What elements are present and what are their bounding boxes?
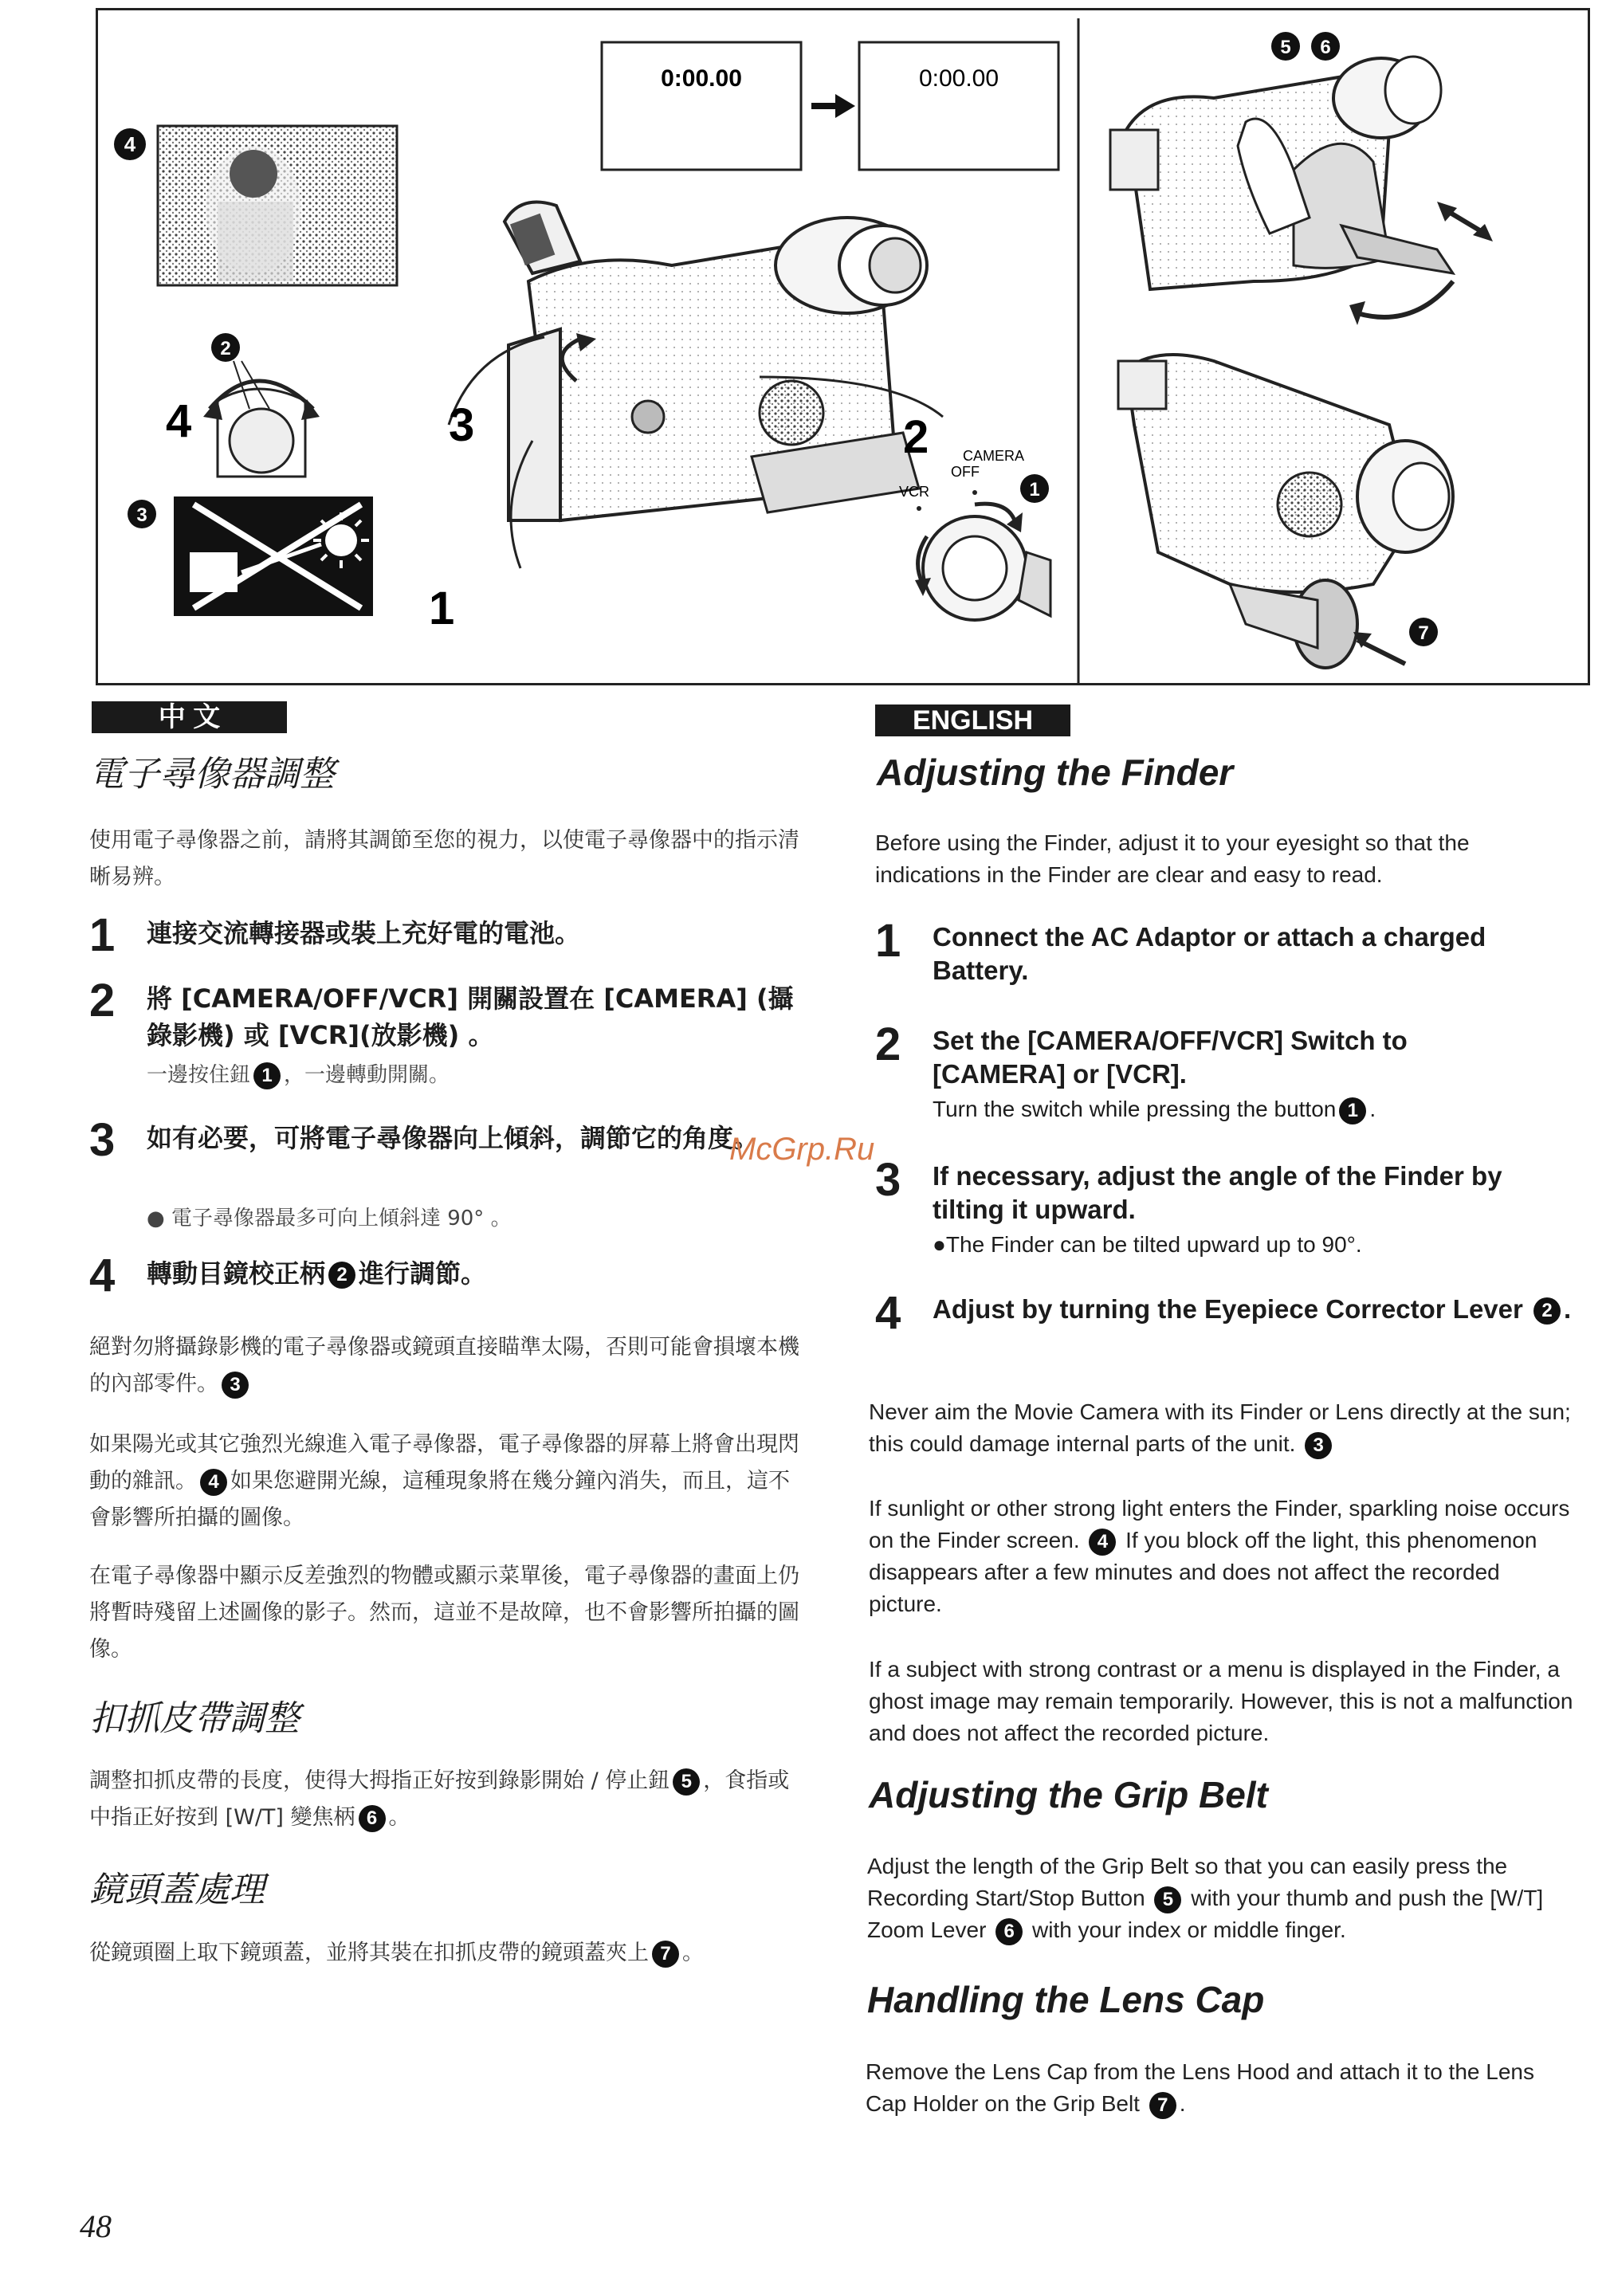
zh-step-2-note-b: ，一邊轉動開關。 xyxy=(284,1063,450,1087)
en-grip-title: Adjusting the Grip Belt xyxy=(869,1774,1268,1815)
zh-step-4-title-b: 進行調節。 xyxy=(359,1258,487,1289)
en-sparkle-note xyxy=(869,1493,1578,1620)
camera-off-vcr-switch xyxy=(899,448,1050,620)
callout-4-text: 4 xyxy=(124,132,136,156)
callout-4-icon: 4 xyxy=(1089,1529,1116,1556)
callout-6-icon: 6 xyxy=(995,1918,1023,1945)
lens-cap-drawing xyxy=(1118,355,1453,668)
en-grip-text-a: Adjust the length of the Grip Belt so that you can easily press the Recording Start/Stop Button xyxy=(867,1854,1508,1910)
callout-2-text: 2 xyxy=(220,338,231,359)
en-grip-text-b: with your thumb and push the [W/T] Zoom Lever xyxy=(867,1886,1544,1942)
zh-step-2-note-a: 一邊按住鈕 xyxy=(147,1063,251,1087)
en-finder-title: Adjusting the Finder xyxy=(877,752,1234,793)
zh-grip-text-a: 調整扣抓皮帶的長度，使得大拇指正好按到錄影開始 / 停止鈕 xyxy=(89,1768,670,1793)
zh-step-2-num: 2 xyxy=(89,975,116,1026)
zh-step-3-title: 如有必要，可將電子尋像器向上傾斜，調節它的角度。 xyxy=(147,1123,760,1153)
callout-1-icon: 1 xyxy=(1339,1097,1366,1124)
zh-sun-warning-text: 絕對勿將攝錄影機的電子尋像器或鏡頭直接瞄準太陽，否則可能會損壞本機的內部零件。 xyxy=(89,1335,799,1396)
zh-ghost-note: 在電子尋像器中顯示反差強烈的物體或顯示菜單後，電子尋像器的畫面上仍將暫時殘留上述圖像的影子。然而，這並不是故障，也不會影響所拍攝的圖像。 xyxy=(89,1564,799,1662)
zh-cap-text-a: 從鏡頭圈上取下鏡頭蓋，並將其裝在扣抓皮帶的鏡頭蓋夾上 xyxy=(89,1941,649,1965)
callout-4-icon: 4 xyxy=(200,1469,227,1496)
eyepiece-lever-diagram xyxy=(166,333,320,477)
en-cap-text-end: . xyxy=(1179,2091,1186,2116)
illustration-frame xyxy=(96,8,1590,685)
en-step-3-note: ●The Finder can be tilted upward up to 90°. xyxy=(933,1232,1362,1257)
callout-2-icon: 2 xyxy=(328,1262,355,1289)
en-step-4-title-b: . xyxy=(1564,1294,1572,1324)
zh-step-4-title-a: 轉動目鏡校正柄 xyxy=(147,1258,326,1289)
switch-camera-label: CAMERA xyxy=(963,448,1025,464)
switch-vcr-label: VCR xyxy=(899,484,930,500)
switch-off-label: OFF xyxy=(951,464,980,480)
grip-belt-drawing xyxy=(1110,32,1493,325)
step-1-label: 1 xyxy=(429,583,455,634)
en-step-2-title: Set the [CAMERA/OFF/VCR] Switch to [CAMERA] or [VCR]. xyxy=(933,1026,1408,1089)
zh-sun-warning xyxy=(89,1329,807,1403)
step-3-label: 3 xyxy=(449,399,475,451)
zh-step-4-title xyxy=(147,1255,816,1292)
finder-noise-screen xyxy=(158,126,397,285)
display-time-after: 0:00.00 xyxy=(918,65,999,92)
en-sun-warning xyxy=(869,1396,1578,1460)
callout-3-text: 3 xyxy=(136,504,147,526)
callout-6-icon: 6 xyxy=(359,1805,386,1832)
callout-2-icon: 2 xyxy=(1533,1297,1561,1325)
en-step-2-note-b: . xyxy=(1369,1097,1376,1121)
en-step-3-title: If necessary, adjust the angle of the Finder by tilting it upward. xyxy=(933,1161,1502,1224)
finder-display-before xyxy=(602,42,801,170)
en-step-2-num: 2 xyxy=(875,1018,901,1070)
english-section-tag: ENGLISH xyxy=(875,704,1070,736)
sun-warning-icon xyxy=(128,496,373,616)
camcorder-main-drawing xyxy=(449,202,943,569)
zh-cap-title: 鏡頭蓋處理 xyxy=(89,1870,265,1910)
zh-sparkle-note xyxy=(89,1427,807,1537)
en-step-3-num: 3 xyxy=(875,1154,901,1206)
step-2-label: 2 xyxy=(903,411,929,463)
en-cap-text-a: Remove the Lens Cap from the Lens Hood and attach it to the Lens Cap Holder on the Grip Belt xyxy=(866,2059,1534,2116)
zh-sparkle-note-b: 如果您避開光線，這種現象將在幾分鐘內消失，而且，這不會影響所拍攝的圖像。 xyxy=(89,1469,790,1530)
en-step-1-title: Connect the AC Adaptor or attach a charged Battery. xyxy=(933,922,1486,985)
en-step-2-note-a: Turn the switch while pressing the button xyxy=(933,1097,1337,1121)
camcorder-illustration xyxy=(98,10,1588,683)
zh-grip-title: 扣抓皮帶調整 xyxy=(89,1698,300,1739)
display-arrow xyxy=(811,94,855,118)
zh-sparkle-note-a: 如果陽光或其它強烈光線進入電子尋像器，電子尋像器的屏幕上將會出現閃動的雜訊。 xyxy=(89,1432,799,1493)
display-time-before: 0:00.00 xyxy=(661,65,742,92)
en-grip-text-end: with your index or middle finger. xyxy=(1031,1917,1346,1942)
zh-cap-text-end: 。 xyxy=(682,1941,704,1965)
en-finder-intro: Before using the Finder, adjust it to your eyesight so that the indications in the Finder are clear and easy to read. xyxy=(875,830,1470,887)
callout-7-text: 7 xyxy=(1418,622,1429,644)
en-ghost-note: If a subject with strong contrast or a menu is displayed in the Finder, a ghost image may remain temporarily. However, this is not a malfunction and does not affect the recorded picture. xyxy=(869,1657,1573,1745)
callout-7-icon: 7 xyxy=(1149,2092,1176,2119)
finder-display-after xyxy=(859,42,1058,170)
zh-finder-intro: 使用電子尋像器之前，請將其調節至您的視力，以使電子尋像器中的指示清晰易辨。 xyxy=(89,828,799,889)
en-sparkle-note-a: If sunlight or other strong light enters the Finder, sparkling noise occurs on the Finder screen. xyxy=(869,1496,1570,1552)
zh-cap-text xyxy=(89,1935,807,1972)
zh-step-2-title: 將 [CAMERA/OFF/VCR] 開關設置在 [CAMERA] (攝錄影機) 或 [VCR](放影機) 。 xyxy=(147,983,794,1050)
callout-5-icon: 5 xyxy=(673,1768,700,1796)
en-sun-warning-text: Never aim the Movie Camera with its Finder or Lens directly at the sun; this could damage internal parts of the unit. xyxy=(869,1399,1571,1456)
callout-6-text: 6 xyxy=(1320,37,1331,58)
en-cap-title: Handling the Lens Cap xyxy=(867,1979,1265,2020)
callout-5-icon: 5 xyxy=(1154,1886,1181,1913)
zh-step-3-note: ● 電子尋像器最多可向上傾斜達 90° 。 xyxy=(147,1207,512,1230)
zh-step-1-title: 連接交流轉接器或裝上充好電的電池。 xyxy=(147,918,581,948)
step-4-label: 4 xyxy=(166,395,192,447)
zh-step-4-num: 4 xyxy=(89,1250,116,1301)
page-number: 48 xyxy=(80,2208,112,2244)
zh-step-3-num: 3 xyxy=(89,1114,116,1166)
chinese-section-tag: 中 文 xyxy=(92,701,287,733)
zh-step-1-num: 1 xyxy=(89,909,116,961)
callout-7-icon: 7 xyxy=(652,1941,679,1968)
watermark-text: McGrp.Ru xyxy=(729,1132,875,1167)
callout-3-icon: 3 xyxy=(1305,1432,1332,1459)
callout-1-text: 1 xyxy=(1029,479,1040,500)
zh-grip-text-b: ，食指或中指正好按到 [W/T] 變焦柄 xyxy=(89,1768,790,1830)
en-cap-text xyxy=(866,2056,1575,2120)
en-step-4-title xyxy=(933,1293,1578,1326)
zh-grip-text xyxy=(89,1763,807,1836)
callout-5-text: 5 xyxy=(1280,37,1291,58)
en-grip-text xyxy=(867,1851,1577,1946)
callout-4-marker xyxy=(114,128,146,160)
en-sparkle-note-b: If you block off the light, this phenomenon disappears after a few minutes and does not affect the recorded picture. xyxy=(869,1528,1537,1616)
en-step-4-title-a: Adjust by turning the Eyepiece Corrector Lever xyxy=(933,1294,1523,1324)
zh-grip-text-end: 。 xyxy=(388,1805,410,1830)
zh-step-2-note xyxy=(147,1060,450,1090)
en-step-2-note xyxy=(933,1094,1376,1124)
en-step-1-num: 1 xyxy=(875,915,901,967)
en-step-4-num: 4 xyxy=(875,1287,901,1339)
zh-finder-title: 電子尋像器調整 xyxy=(89,754,335,795)
callout-1-icon: 1 xyxy=(253,1062,281,1089)
callout-3-icon: 3 xyxy=(222,1372,249,1399)
